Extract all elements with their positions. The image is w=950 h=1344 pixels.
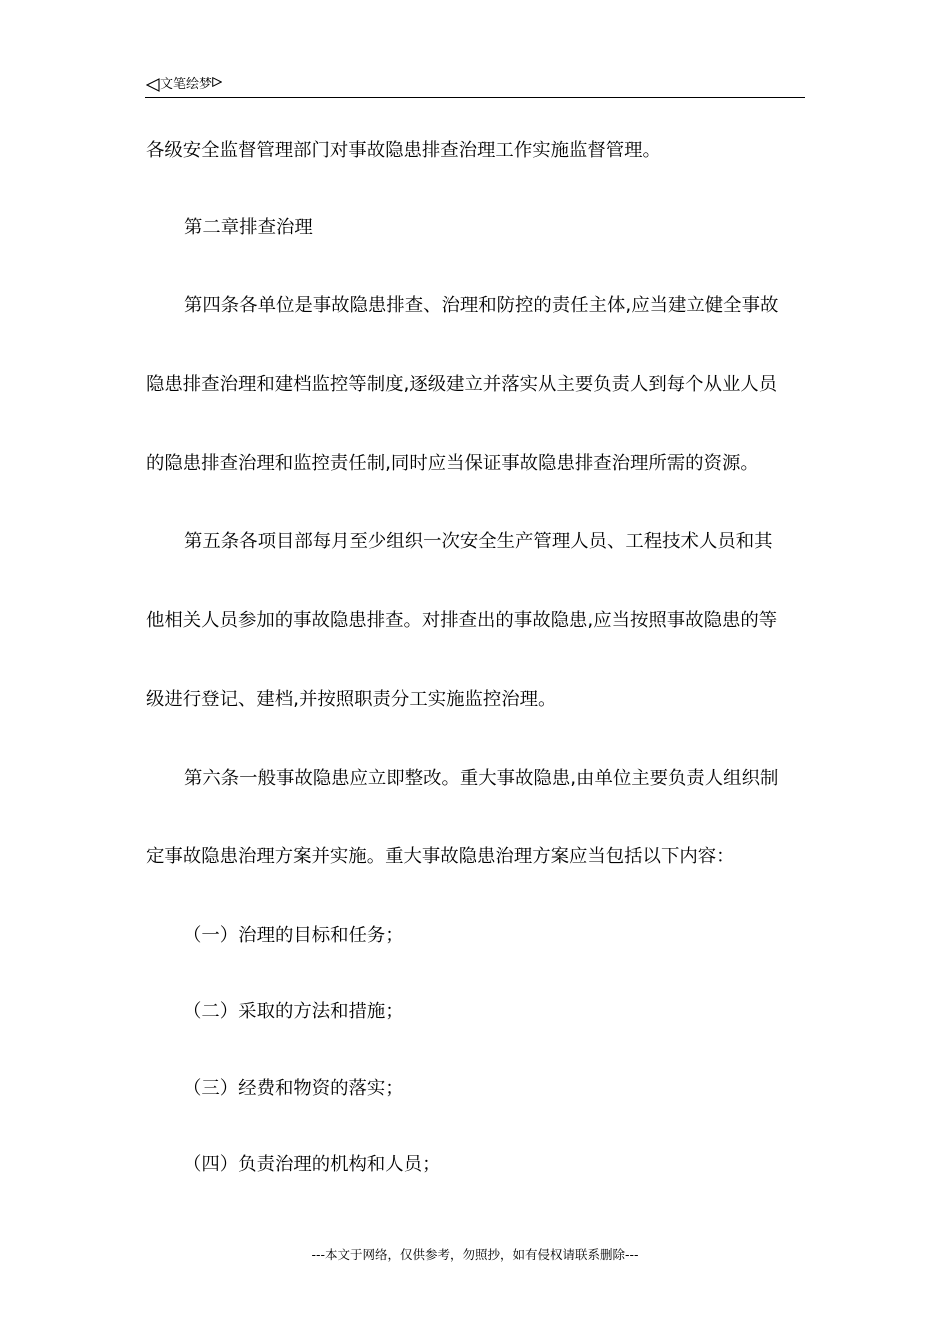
chapter-heading: 第二章排查治理: [184, 217, 313, 238]
list-item: （四）负责治理的机构和人员；: [183, 1154, 441, 1175]
text-line: 定事故隐患治理方案并实施。重大事故隐患治理方案应当包括以下内容：: [146, 846, 735, 867]
list-item: （二）采取的方法和措施；: [183, 1001, 404, 1022]
list-item: （一）治理的目标和任务；: [183, 925, 404, 946]
text-line: 第五条各项目部每月至少组织一次安全生产管理人员、工程技术人员和其: [184, 531, 773, 552]
page-header: [146, 76, 222, 94]
header-rule: [145, 97, 805, 98]
text-line: 第四条各单位是事故隐患排查、治理和防控的责任主体,应当建立健全事故: [184, 295, 779, 316]
text-line: 级进行登记、建档,并按照职责分工实施监控治理。: [146, 689, 557, 710]
text-line: 隐患排查治理和建档监控等制度,逐级建立并落实从主要负责人到每个从业人员: [146, 374, 778, 395]
page-footer: ---本文于网络，仅供参考，勿照抄，如有侵权请联系删除---: [311, 1247, 639, 1262]
text-line: 第六条一般事故隐患应立即整改。重大事故隐患,由单位主要负责人组织制: [184, 768, 779, 789]
list-item: （三）经费和物资的落实；: [183, 1078, 404, 1099]
text-line: 他相关人员参加的事故隐患排查。对排查出的事故隐患,应当按照事故隐患的等: [146, 610, 778, 631]
right-triangle-icon: [212, 77, 222, 87]
text-line: 的隐患排查治理和监控责任制,同时应当保证事故隐患排查治理所需的资源。: [146, 453, 759, 474]
header-title: 文笔绘梦: [160, 77, 213, 92]
left-triangle-icon: [146, 78, 160, 92]
text-line: 各级安全监督管理部门对事故隐患排查治理工作实施监督管理。: [146, 140, 661, 161]
